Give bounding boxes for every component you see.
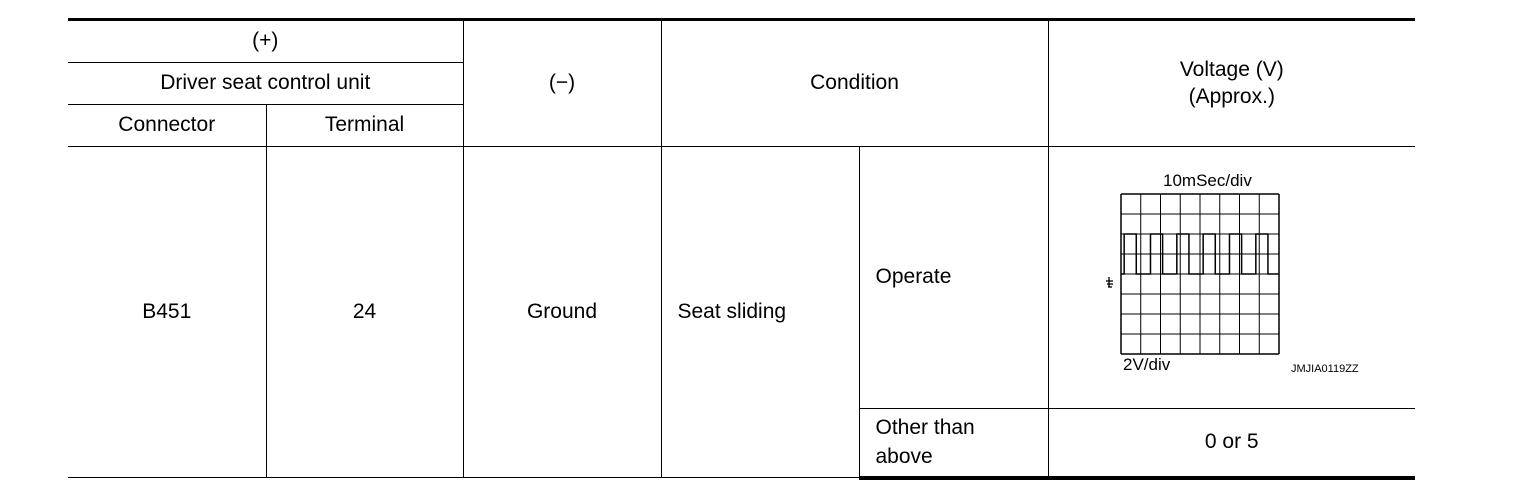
oscilloscope-figure xyxy=(1099,161,1389,393)
connector-header: Connector xyxy=(68,105,266,147)
state-other: Other than above xyxy=(859,409,1048,478)
unit-header: Driver seat control unit xyxy=(68,63,463,105)
terminal-value: 24 xyxy=(266,147,463,478)
voltage-header-line1: Voltage (V) xyxy=(1179,58,1284,82)
time-scale-label: 10mSec/div xyxy=(1162,171,1252,190)
minus-header: (−) xyxy=(463,20,661,147)
terminal-header: Terminal xyxy=(266,105,463,147)
volt-scale-label: 2V/div xyxy=(1122,355,1170,374)
oscilloscope-svg xyxy=(1099,161,1389,393)
waveform-cell xyxy=(1048,147,1415,409)
voltage-header-line2: (Approx.) xyxy=(1188,84,1275,108)
voltage-header xyxy=(1048,20,1415,147)
plus-header: (+) xyxy=(68,20,463,63)
figure-code: JMJIA0119ZZ xyxy=(1290,363,1359,375)
voltage-other: 0 or 5 xyxy=(1048,409,1415,478)
ground-icon xyxy=(1106,277,1113,287)
ground-value: Ground xyxy=(463,147,661,478)
condition-header: Condition xyxy=(661,20,1048,147)
condition-value: Seat sliding xyxy=(661,147,859,478)
terminal-voltage-table xyxy=(68,18,1415,480)
state-operate: Operate xyxy=(859,147,1048,409)
connector-value: B451 xyxy=(68,147,266,478)
